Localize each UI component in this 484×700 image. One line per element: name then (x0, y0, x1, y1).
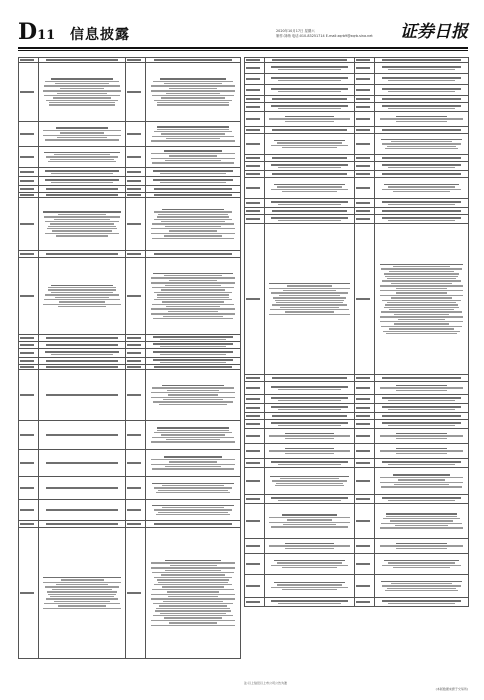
table-row (245, 162, 469, 171)
table-row (245, 420, 469, 429)
table-row (19, 521, 241, 528)
table-row (245, 395, 469, 404)
table-row (19, 63, 241, 122)
table-row (19, 168, 241, 177)
table-row (245, 413, 469, 420)
masthead-rule-thin (18, 50, 468, 51)
section-title: 信息披露 (70, 27, 130, 43)
table-row (19, 342, 241, 349)
table-row (245, 504, 469, 539)
table-row (245, 112, 469, 127)
table-row (245, 134, 469, 155)
table-row (19, 122, 241, 147)
table-row (19, 198, 241, 251)
table-row (19, 358, 241, 365)
masthead-rule-thick (18, 47, 468, 49)
table-row (245, 459, 469, 468)
table-row (19, 177, 241, 186)
masthead (18, 20, 468, 46)
footer-note: 注:以上信息以上市公司公告为准 (244, 681, 288, 685)
right-table (244, 57, 469, 607)
table-row (19, 251, 241, 258)
table-row (245, 375, 469, 382)
table-row (19, 370, 241, 421)
table-row (19, 186, 241, 193)
table-row (245, 575, 469, 598)
table-row (245, 85, 469, 96)
table-row (19, 258, 241, 335)
table-row (245, 495, 469, 504)
right-disclosure-table (244, 57, 468, 607)
table-row (245, 178, 469, 199)
table-row (245, 539, 469, 554)
table-row (19, 528, 241, 659)
section-number: 11 (37, 28, 56, 43)
table-row (245, 74, 469, 85)
table-row (245, 598, 469, 607)
table-row (245, 224, 469, 375)
table-row (19, 421, 241, 450)
left-table (18, 57, 241, 659)
brand-logo: 证券日报 (400, 22, 468, 42)
table-row (245, 554, 469, 575)
table-row (245, 429, 469, 444)
table-row (245, 63, 469, 74)
table-row (245, 215, 469, 224)
table-row (245, 171, 469, 178)
date-line: 2020年10月17日 星期六 (276, 29, 315, 33)
table-row (245, 444, 469, 459)
table-row (19, 147, 241, 168)
table-row (19, 349, 241, 358)
contact-line: 制作:刘萌 电话:010-83251714 E-mail:zqrb9@zqrb.sina.net (276, 34, 373, 38)
table-row (245, 404, 469, 413)
table-row (19, 477, 241, 500)
table-row (19, 335, 241, 342)
table-row (245, 103, 469, 112)
table-row (245, 208, 469, 215)
table-row (19, 450, 241, 477)
table-row (245, 382, 469, 395)
table-row (245, 127, 469, 134)
table-row (19, 500, 241, 521)
footer-source: (本版数据来源于交易所) (435, 687, 468, 691)
table-row (245, 468, 469, 495)
masthead-meta (276, 29, 373, 39)
table-row (245, 155, 469, 162)
left-disclosure-table (18, 57, 240, 659)
section-code (18, 21, 55, 43)
table-row (245, 199, 469, 208)
table-row (245, 96, 469, 103)
section-letter: D (18, 19, 38, 45)
